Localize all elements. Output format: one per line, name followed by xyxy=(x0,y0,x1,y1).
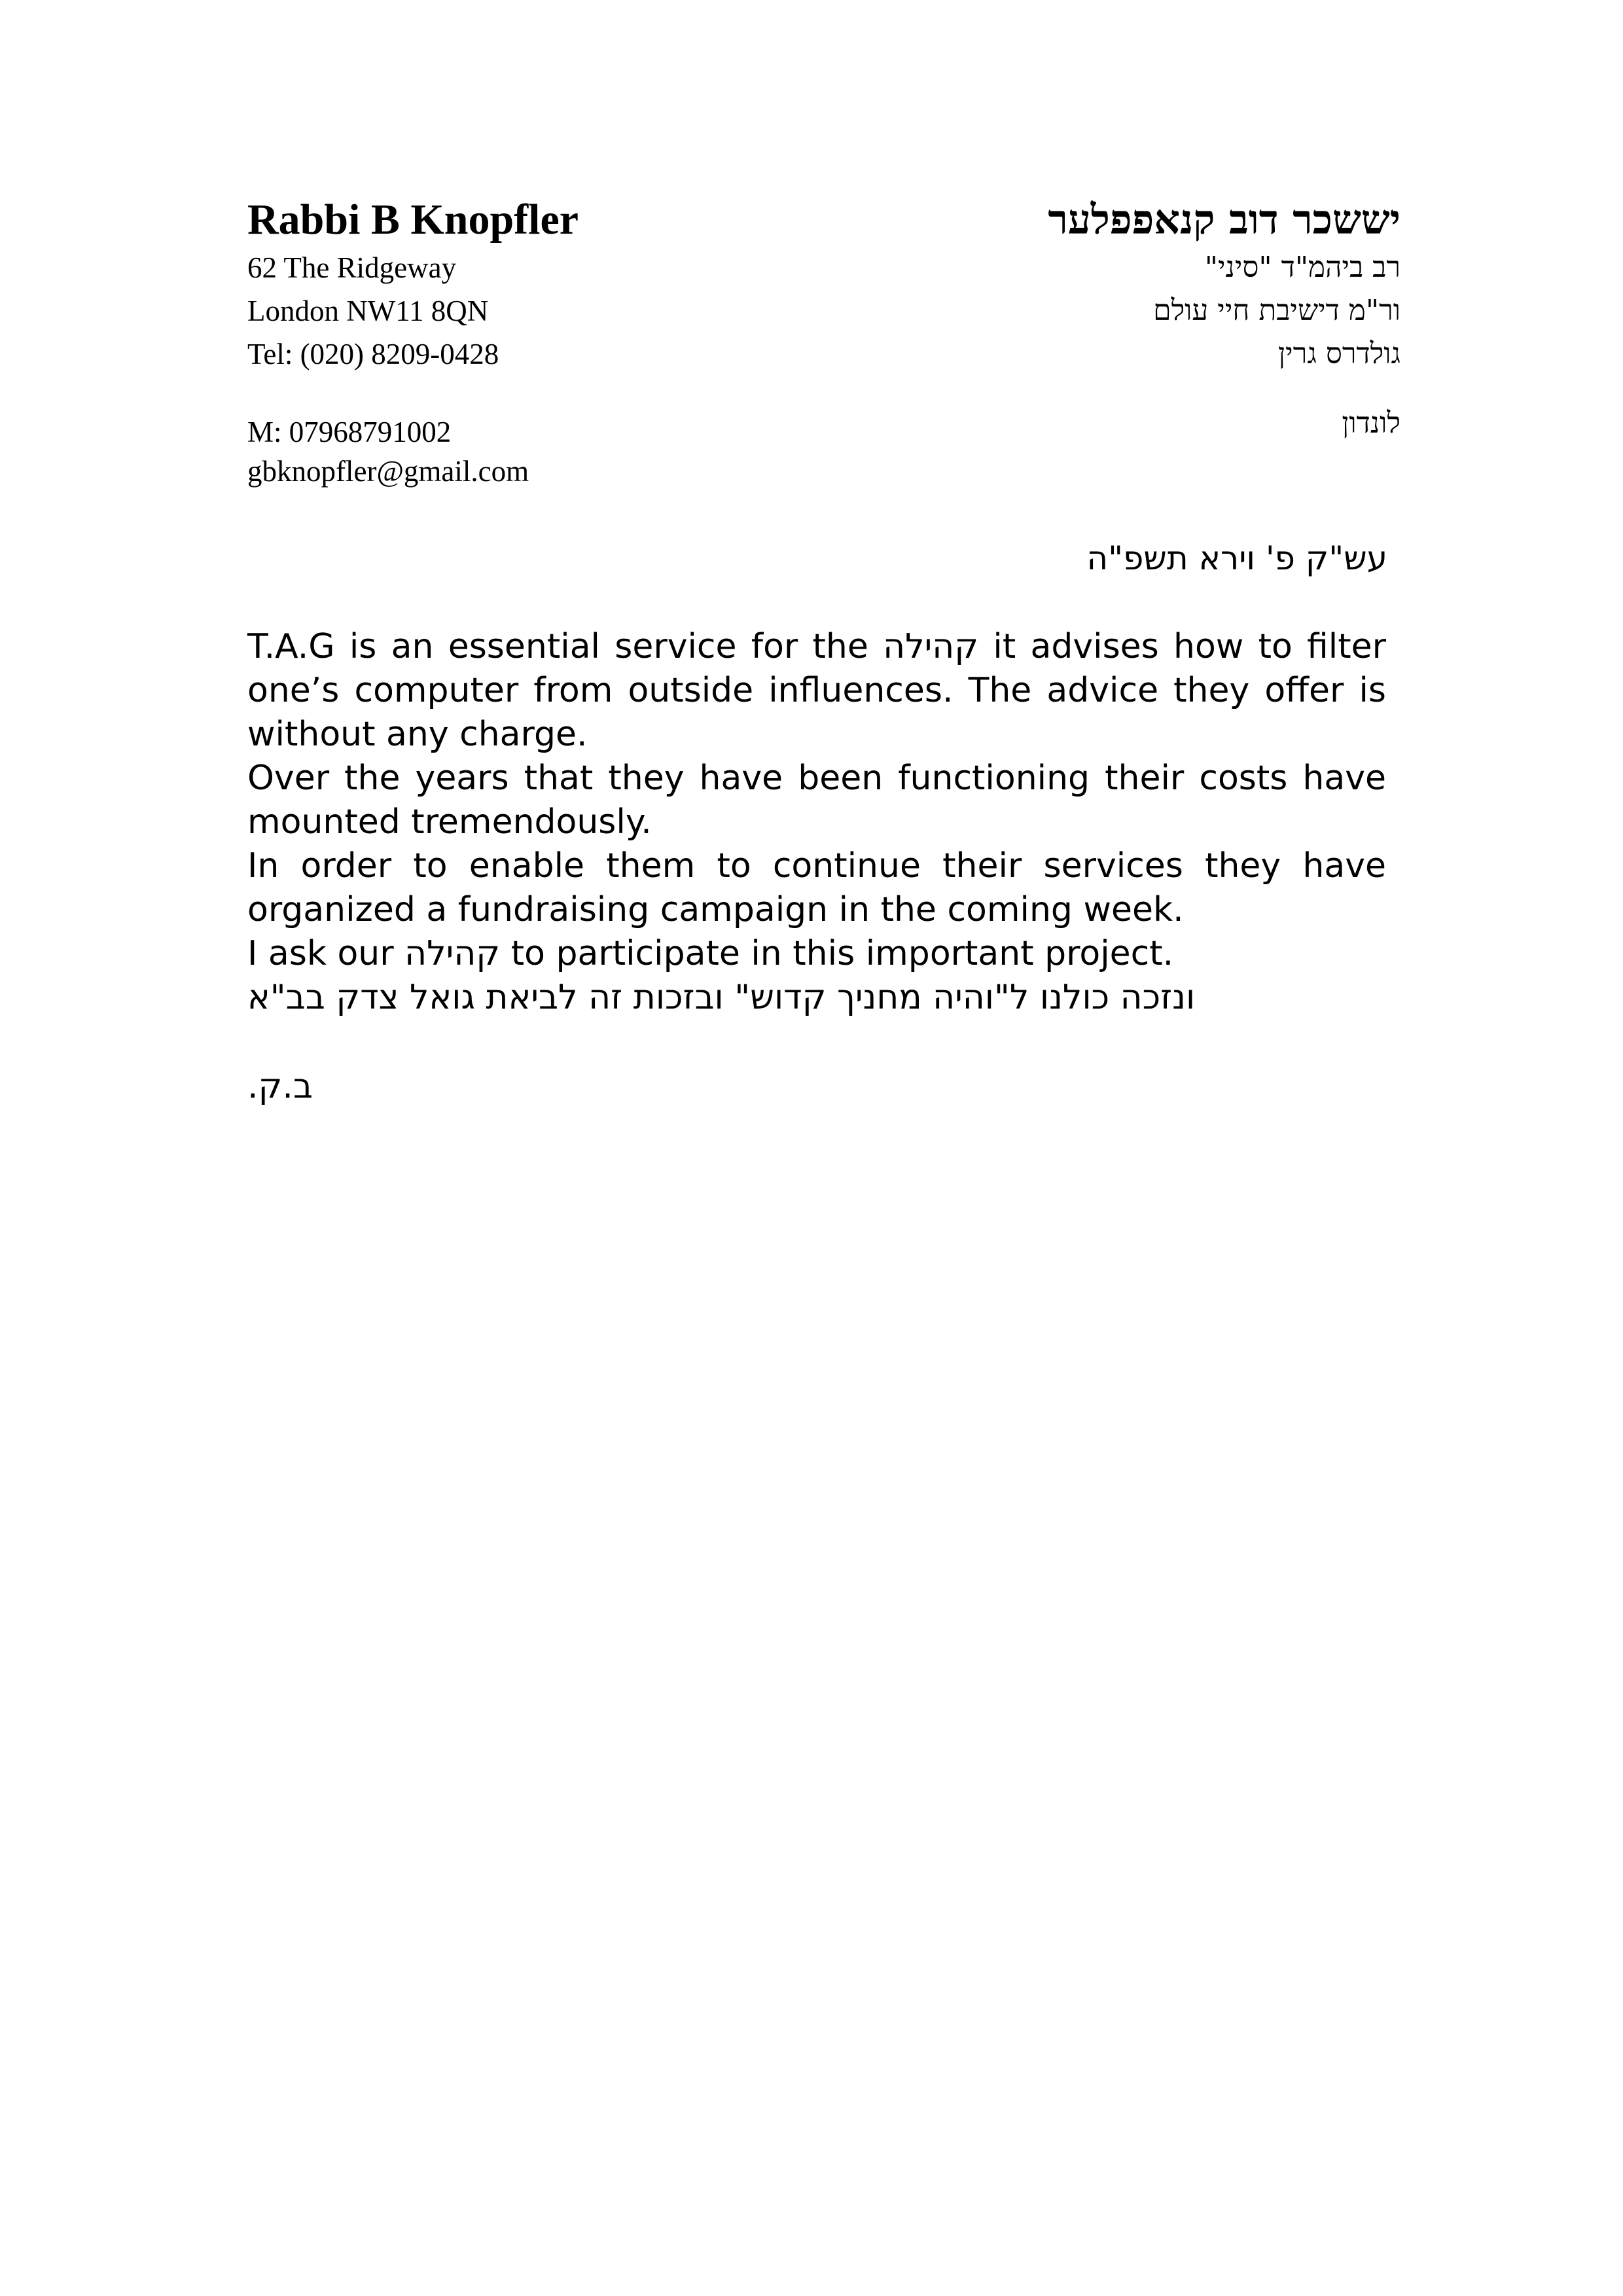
hebrew-sender-name: יששכר דוב קנאפפלער xyxy=(1048,196,1400,243)
paragraph-2: Over the years that they have been functioning their costs have mounted tremendously. xyxy=(247,759,1386,842)
paragraph-3: In order to enable them to continue their services they have organized a fundraising campaign in the coming week. xyxy=(247,846,1386,929)
spacer xyxy=(812,376,1400,402)
hebrew-line-2: ור"מ דישיבת חיי עולם xyxy=(1153,294,1400,327)
address-line-1: 62 The Ridgeway xyxy=(247,251,457,284)
letter-body xyxy=(247,625,1386,1020)
closing-blessing: ונזכה כולנו ל"והיה מחניך קדוש" ובזכות זה לביאת גואל צדק בב"א xyxy=(247,978,1196,1017)
paragraph-1-text-a: T.A.G is an essential service for the xyxy=(247,627,883,666)
letter-date: עש"ק פ' וירא תשפ"ה xyxy=(1086,539,1387,577)
sender-name: Rabbi B Knopfler xyxy=(247,196,579,243)
hebrew-city: לונדון xyxy=(1342,406,1400,440)
telephone: Tel: (020) 8209-0428 xyxy=(247,338,499,370)
mobile: M: 07968791002 xyxy=(247,416,452,448)
hebrew-line-3: גולדרס גרין xyxy=(1277,337,1400,370)
address-line-2: London NW11 8QN xyxy=(247,295,489,327)
paragraph-4 xyxy=(247,932,1386,976)
signature-initials: ב.ק. xyxy=(247,1067,313,1106)
email: gbknopfler@gmail.com xyxy=(247,455,529,488)
letterhead-hebrew xyxy=(812,194,1400,445)
paragraph-1-text-b: it advises how to filter one’s computer from outside influences. The advice they offer is without any charge. xyxy=(247,627,1386,754)
paragraph-1-hebrew: קהילה xyxy=(883,627,979,666)
hebrew-line-1: רב ביהמ"ד "סיני" xyxy=(1204,251,1400,284)
paragraph-4-hebrew: קהילה xyxy=(404,934,501,973)
spacer xyxy=(247,376,836,412)
letterhead-english xyxy=(247,194,836,491)
paragraph-1 xyxy=(247,625,1386,757)
paragraph-4-text-b: to participate in this important project. xyxy=(500,934,1174,973)
paragraph-4-text-a: I ask our xyxy=(247,934,405,973)
